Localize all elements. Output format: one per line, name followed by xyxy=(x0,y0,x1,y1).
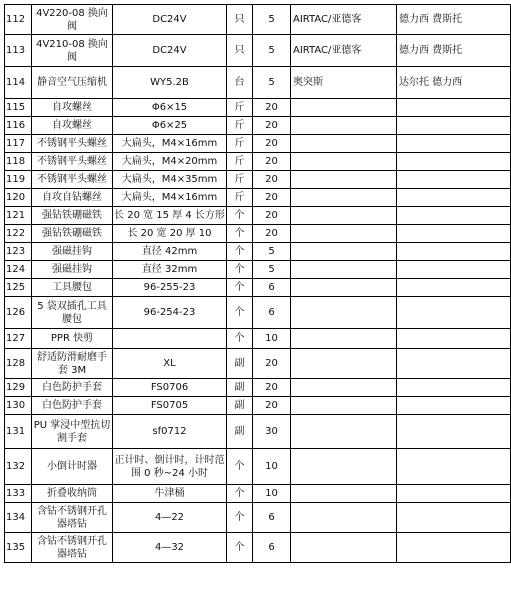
quantity-cell: 5 xyxy=(253,35,291,67)
item-name-cell: 小倒计时器 xyxy=(32,449,113,485)
row-number-cell: 124 xyxy=(5,261,32,279)
item-name-cell: 5 袋双插孔工具腰包 xyxy=(32,297,113,329)
alt-brand-cell xyxy=(397,349,511,379)
row-number-cell: 126 xyxy=(5,297,32,329)
spec-cell: WY5.2B xyxy=(113,67,227,99)
row-number-cell: 113 xyxy=(5,35,32,67)
row-number-cell: 132 xyxy=(5,449,32,485)
table-row xyxy=(5,99,511,117)
item-name-cell: 舒适防滑耐磨手套 3M xyxy=(32,349,113,379)
item-name-cell: 含钴不锈钢开孔器塔钻 xyxy=(32,503,113,533)
item-name-cell: PU 掌浸中型抗切割手套 xyxy=(32,415,113,449)
unit-cell: 副 xyxy=(227,415,253,449)
brand-cell xyxy=(291,189,397,207)
alt-brand-cell xyxy=(397,99,511,117)
spec-cell: 正计时、倒计时，计时范围 0 秒~24 小时 xyxy=(113,449,227,485)
spec-cell: DC24V xyxy=(113,35,227,67)
alt-brand-cell xyxy=(397,207,511,225)
item-name-cell: 工具腰包 xyxy=(32,279,113,297)
alt-brand-cell: 德力西 费斯托 xyxy=(397,35,511,67)
table-row xyxy=(5,379,511,397)
item-name-cell: 自攻螺丝 xyxy=(32,117,113,135)
table-row xyxy=(5,349,511,379)
table-row xyxy=(5,189,511,207)
unit-cell: 个 xyxy=(227,533,253,563)
quantity-cell: 20 xyxy=(253,379,291,397)
row-number-cell: 135 xyxy=(5,533,32,563)
brand-cell xyxy=(291,415,397,449)
brand-cell xyxy=(291,533,397,563)
brand-cell xyxy=(291,153,397,171)
spec-cell: FS0706 xyxy=(113,379,227,397)
item-name-cell: 含钴不锈钢开孔器塔钻 xyxy=(32,533,113,563)
quantity-cell: 20 xyxy=(253,397,291,415)
brand-cell: 奥突斯 xyxy=(291,67,397,99)
brand-cell xyxy=(291,99,397,117)
item-name-cell: 白色防护手套 xyxy=(32,379,113,397)
quantity-cell: 10 xyxy=(253,329,291,349)
row-number-cell: 134 xyxy=(5,503,32,533)
brand-cell xyxy=(291,207,397,225)
table-row xyxy=(5,397,511,415)
quantity-cell: 5 xyxy=(253,5,291,35)
unit-cell: 台 xyxy=(227,67,253,99)
table-row xyxy=(5,329,511,349)
brand-cell xyxy=(291,243,397,261)
unit-cell: 个 xyxy=(227,261,253,279)
alt-brand-cell xyxy=(397,225,511,243)
spec-cell: 长 20 宽 15 厚 4 长方形 xyxy=(113,207,227,225)
spec-cell: 直径 32mm xyxy=(113,261,227,279)
unit-cell: 个 xyxy=(227,485,253,503)
quantity-cell: 20 xyxy=(253,117,291,135)
spec-cell: XL xyxy=(113,349,227,379)
alt-brand-cell xyxy=(397,379,511,397)
row-number-cell: 129 xyxy=(5,379,32,397)
item-name-cell: 不锈钢平头螺丝 xyxy=(32,153,113,171)
row-number-cell: 121 xyxy=(5,207,32,225)
unit-cell: 个 xyxy=(227,207,253,225)
quantity-cell: 20 xyxy=(253,135,291,153)
table-row xyxy=(5,207,511,225)
spec-cell xyxy=(113,329,227,349)
brand-cell xyxy=(291,379,397,397)
unit-cell: 个 xyxy=(227,329,253,349)
quantity-cell: 20 xyxy=(253,99,291,117)
brand-cell xyxy=(291,135,397,153)
row-number-cell: 117 xyxy=(5,135,32,153)
quantity-cell: 20 xyxy=(253,349,291,379)
unit-cell: 斤 xyxy=(227,117,253,135)
brand-cell xyxy=(291,297,397,329)
unit-cell: 斤 xyxy=(227,153,253,171)
item-name-cell: 强钻铁硼磁铁 xyxy=(32,225,113,243)
alt-brand-cell xyxy=(397,189,511,207)
quantity-cell: 6 xyxy=(253,279,291,297)
alt-brand-cell xyxy=(397,117,511,135)
table-row xyxy=(5,225,511,243)
table-row xyxy=(5,533,511,563)
spec-cell: 牛津桶 xyxy=(113,485,227,503)
spec-cell: 大扁头，M4×16mm xyxy=(113,135,227,153)
table-row xyxy=(5,243,511,261)
row-number-cell: 119 xyxy=(5,171,32,189)
item-name-cell: 强钻铁硼磁铁 xyxy=(32,207,113,225)
alt-brand-cell xyxy=(397,135,511,153)
alt-brand-cell xyxy=(397,153,511,171)
spec-cell: 长 20 宽 20 厚 10 xyxy=(113,225,227,243)
brand-cell xyxy=(291,171,397,189)
table-row xyxy=(5,117,511,135)
alt-brand-cell xyxy=(397,503,511,533)
spec-cell: 4—32 xyxy=(113,533,227,563)
quantity-cell: 5 xyxy=(253,67,291,99)
table-row xyxy=(5,261,511,279)
alt-brand-cell xyxy=(397,449,511,485)
table-row xyxy=(5,67,511,99)
spec-cell: 96-255-23 xyxy=(113,279,227,297)
materials-table xyxy=(4,4,511,563)
alt-brand-cell xyxy=(397,261,511,279)
alt-brand-cell xyxy=(397,533,511,563)
row-number-cell: 114 xyxy=(5,67,32,99)
item-name-cell: 自攻螺丝 xyxy=(32,99,113,117)
alt-brand-cell: 达尔托 德力西 xyxy=(397,67,511,99)
item-name-cell: 强磁挂钩 xyxy=(32,243,113,261)
unit-cell: 斤 xyxy=(227,171,253,189)
quantity-cell: 20 xyxy=(253,153,291,171)
table-row xyxy=(5,135,511,153)
quantity-cell: 6 xyxy=(253,503,291,533)
unit-cell: 只 xyxy=(227,5,253,35)
item-name-cell: 静音空气压缩机 xyxy=(32,67,113,99)
unit-cell: 个 xyxy=(227,225,253,243)
spec-cell: 大扁头，M4×35mm xyxy=(113,171,227,189)
unit-cell: 个 xyxy=(227,243,253,261)
spec-cell: sf0712 xyxy=(113,415,227,449)
unit-cell: 个 xyxy=(227,449,253,485)
quantity-cell: 5 xyxy=(253,243,291,261)
unit-cell: 斤 xyxy=(227,99,253,117)
row-number-cell: 131 xyxy=(5,415,32,449)
table-row xyxy=(5,171,511,189)
spec-cell: FS0705 xyxy=(113,397,227,415)
table-row xyxy=(5,503,511,533)
unit-cell: 个 xyxy=(227,503,253,533)
brand-cell xyxy=(291,485,397,503)
table-row xyxy=(5,449,511,485)
spec-cell: Φ6×25 xyxy=(113,117,227,135)
row-number-cell: 116 xyxy=(5,117,32,135)
brand-cell xyxy=(291,279,397,297)
brand-cell xyxy=(291,261,397,279)
table-body xyxy=(5,5,511,563)
alt-brand-cell xyxy=(397,397,511,415)
row-number-cell: 127 xyxy=(5,329,32,349)
spec-cell: DC24V xyxy=(113,5,227,35)
row-number-cell: 123 xyxy=(5,243,32,261)
quantity-cell: 5 xyxy=(253,261,291,279)
table-row xyxy=(5,485,511,503)
brand-cell xyxy=(291,349,397,379)
item-name-cell: PPR 快剪 xyxy=(32,329,113,349)
item-name-cell: 折叠收纳筒 xyxy=(32,485,113,503)
brand-cell xyxy=(291,503,397,533)
alt-brand-cell: 德力西 费斯托 xyxy=(397,5,511,35)
row-number-cell: 115 xyxy=(5,99,32,117)
quantity-cell: 20 xyxy=(253,171,291,189)
item-name-cell: 强磁挂钩 xyxy=(32,261,113,279)
spec-cell: 大扁头，M4×16mm xyxy=(113,189,227,207)
unit-cell: 副 xyxy=(227,349,253,379)
spec-cell: 直径 42mm xyxy=(113,243,227,261)
unit-cell: 个 xyxy=(227,279,253,297)
alt-brand-cell xyxy=(397,171,511,189)
brand-cell xyxy=(291,397,397,415)
brand-cell xyxy=(291,449,397,485)
item-name-cell: 4V210-08 换向阀 xyxy=(32,35,113,67)
table-row xyxy=(5,153,511,171)
quantity-cell: 20 xyxy=(253,225,291,243)
unit-cell: 斤 xyxy=(227,135,253,153)
row-number-cell: 122 xyxy=(5,225,32,243)
row-number-cell: 120 xyxy=(5,189,32,207)
quantity-cell: 20 xyxy=(253,207,291,225)
unit-cell: 副 xyxy=(227,397,253,415)
alt-brand-cell xyxy=(397,243,511,261)
item-name-cell: 自攻自钻螺丝 xyxy=(32,189,113,207)
unit-cell: 只 xyxy=(227,35,253,67)
row-number-cell: 125 xyxy=(5,279,32,297)
unit-cell: 副 xyxy=(227,379,253,397)
row-number-cell: 128 xyxy=(5,349,32,379)
item-name-cell: 白色防护手套 xyxy=(32,397,113,415)
row-number-cell: 133 xyxy=(5,485,32,503)
unit-cell: 个 xyxy=(227,297,253,329)
quantity-cell: 6 xyxy=(253,297,291,329)
spec-cell: 4—22 xyxy=(113,503,227,533)
quantity-cell: 10 xyxy=(253,449,291,485)
quantity-cell: 20 xyxy=(253,189,291,207)
alt-brand-cell xyxy=(397,279,511,297)
item-name-cell: 不锈钢平头螺丝 xyxy=(32,171,113,189)
row-number-cell: 130 xyxy=(5,397,32,415)
quantity-cell: 30 xyxy=(253,415,291,449)
alt-brand-cell xyxy=(397,415,511,449)
unit-cell: 斤 xyxy=(227,189,253,207)
quantity-cell: 10 xyxy=(253,485,291,503)
table-row xyxy=(5,35,511,67)
brand-cell xyxy=(291,329,397,349)
brand-cell xyxy=(291,225,397,243)
row-number-cell: 112 xyxy=(5,5,32,35)
spec-cell: 大扁头，M4×20mm xyxy=(113,153,227,171)
table-row xyxy=(5,279,511,297)
row-number-cell: 118 xyxy=(5,153,32,171)
alt-brand-cell xyxy=(397,297,511,329)
alt-brand-cell xyxy=(397,329,511,349)
spec-cell: Φ6×15 xyxy=(113,99,227,117)
brand-cell: AIRTAC/亚德客 xyxy=(291,35,397,67)
item-name-cell: 不锈钢平头螺丝 xyxy=(32,135,113,153)
alt-brand-cell xyxy=(397,485,511,503)
spec-cell: 96-254-23 xyxy=(113,297,227,329)
brand-cell xyxy=(291,117,397,135)
quantity-cell: 6 xyxy=(253,533,291,563)
table-row xyxy=(5,415,511,449)
table-row xyxy=(5,297,511,329)
table-row xyxy=(5,5,511,35)
item-name-cell: 4V220-08 换向阀 xyxy=(32,5,113,35)
brand-cell: AIRTAC/亚德客 xyxy=(291,5,397,35)
